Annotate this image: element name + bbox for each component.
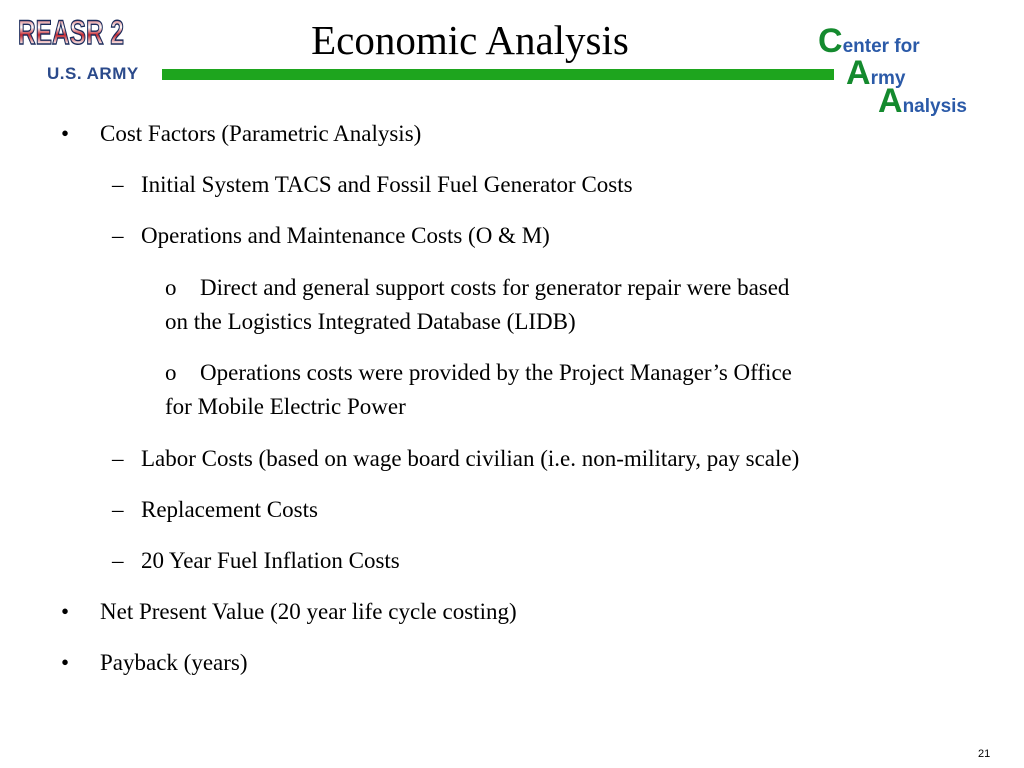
bullet-item xyxy=(61,598,517,626)
logo-initial-c: C xyxy=(818,22,843,60)
bullet-glyph: • xyxy=(61,121,70,146)
subitem xyxy=(112,547,400,575)
bullet-glyph: • xyxy=(61,650,70,675)
logo-text-center-for: enter for xyxy=(842,36,920,57)
logo-initial-a: A xyxy=(846,54,871,92)
subitem-text: Operations and Maintenance Costs (O & M) xyxy=(141,223,550,248)
subitem xyxy=(112,222,550,250)
subitem xyxy=(112,171,633,199)
title-underline-bar xyxy=(162,69,834,80)
subitem xyxy=(112,445,800,473)
us-army-label: U.S. ARMY xyxy=(47,64,139,83)
bullet-text: Cost Factors (Parametric Analysis) xyxy=(100,121,422,146)
subsubitem-text: Direct and general support costs for generator repair were based xyxy=(200,275,790,300)
subitem-text: Replacement Costs xyxy=(141,497,318,522)
subbullet-glyph: o xyxy=(165,360,177,385)
reasr-logo-text: REASR 2 xyxy=(18,14,124,52)
subitem xyxy=(112,496,318,524)
bullet-glyph: • xyxy=(61,599,70,624)
bullet-text: Net Present Value (20 year life cycle costing) xyxy=(100,599,517,624)
bullet-item xyxy=(61,120,422,148)
subitem-text: Initial System TACS and Fossil Fuel Generator Costs xyxy=(141,172,633,197)
subsubitem xyxy=(165,274,789,302)
subsubitem-continuation xyxy=(165,393,406,421)
logo-text-rmy: rmy xyxy=(870,68,906,89)
logo-initial-a2: A xyxy=(878,82,903,120)
dash-glyph: – xyxy=(112,223,124,248)
center-for-army-analysis-logo xyxy=(818,24,998,124)
subsubitem xyxy=(165,359,792,387)
dash-glyph: – xyxy=(112,172,124,197)
dash-glyph: – xyxy=(112,497,124,522)
slide-number: 21 xyxy=(978,748,991,760)
dash-glyph: – xyxy=(112,446,124,471)
subbullet-glyph: o xyxy=(165,275,177,300)
subsubitem-text: on the Logistics Integrated Database (LIDB) xyxy=(165,309,576,334)
logo-text-nalysis: nalysis xyxy=(902,96,967,117)
bullet-item xyxy=(61,649,248,677)
subsubitem-continuation xyxy=(165,308,576,336)
dash-glyph: – xyxy=(112,548,124,573)
subitem-text: Labor Costs (based on wage board civilian (i.e. non-military, pay scale) xyxy=(141,446,800,471)
subsubitem-text: Operations costs were provided by the Project Manager’s Office xyxy=(200,360,792,385)
bullet-text: Payback (years) xyxy=(100,650,248,675)
subsubitem-text: for Mobile Electric Power xyxy=(165,394,406,419)
logo-line-3 xyxy=(878,82,967,121)
reasr-2-logo xyxy=(16,6,128,56)
page-title: Economic Analysis xyxy=(311,17,629,63)
subitem-text: 20 Year Fuel Inflation Costs xyxy=(141,548,400,573)
